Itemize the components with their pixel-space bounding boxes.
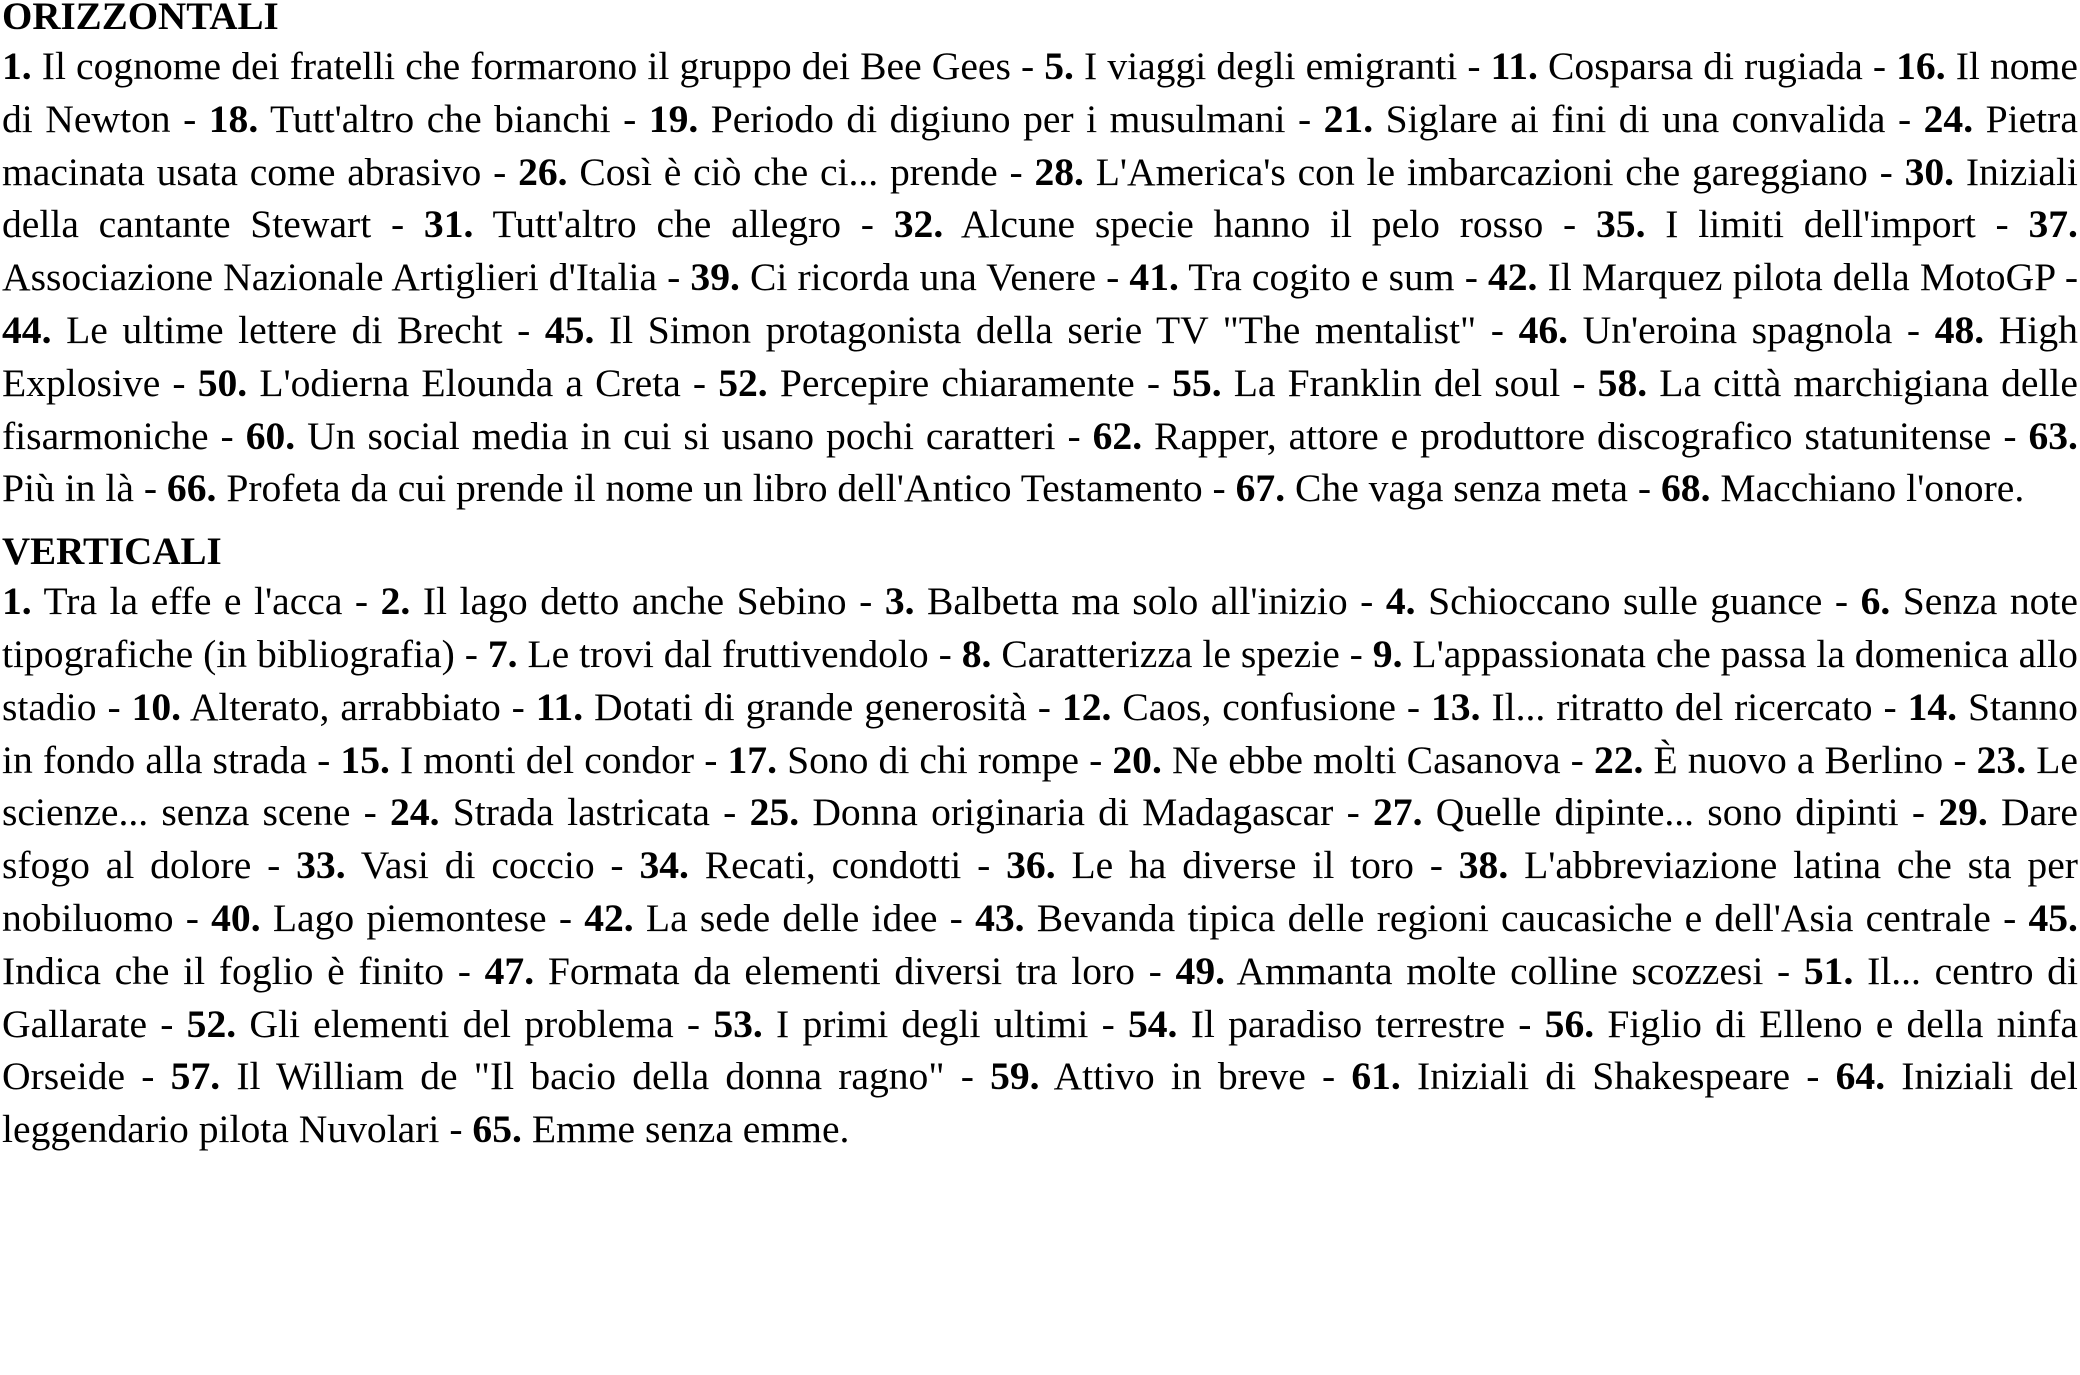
clue-text: Strada lastricata	[452, 790, 710, 835]
clue-item	[894, 202, 1544, 246]
clue-item	[1128, 1002, 1505, 1046]
clue-item	[1661, 466, 2024, 510]
clue-number: 65.	[472, 1107, 522, 1152]
clue-item	[209, 97, 611, 141]
clue-item	[246, 414, 1056, 458]
clue-text: Il Marquez pilota della MotoGP	[1547, 255, 2055, 300]
clue-item	[639, 843, 961, 887]
clue-item	[727, 738, 1079, 782]
verticali-clues: 1. Tra la effe e l'acca - 2. Il lago detto anche Sebino - 3. Balbetta ma solo all'inizio - 4. Schioccano sulle guance - 6. Senza note tipografiche (in bibliografia) - 7. Le trovi dal fruttivendolo - 8. Caratterizza le spezie - 9. L'appassionata che passa la domenica allo stadio - 10. Alterato, arrabbiato - 11. Dotati di grande generosità - 12. Caos, confusione - 13. Il... ritratto del ricercato - 14. Stanno in fondo alla strada - 15. I monti del condor - 17. Sono di chi rompe - 20. Ne ebbe molti Casanova - 22. È nuovo a Berlino - 23. Le scienze... senza scene - 24. Strada lastricata - 25. Donna originaria di Madagascar - 27. Quelle dipinte... sono dipinti - 29. Dare sfogo al dolore - 33. Vasi di coccio - 34. Recati, condotti - 36. Le ha diverse il toro - 38. L'abbreviazione latina che sta per nobiluomo - 40. Lago piemontese - 42. La sede delle idee - 43. Bevanda tipica delle regioni caucasiche e dell'Asia centrale - 45. Indica che il foglio è finito - 47. Formata da elementi diversi tra loro - 49. Ammanta molte colline scozzesi - 51. Il... centro di Gallarate - 52. Gli elementi del problema - 53. I primi degli ultimi - 54. Il paradiso terrestre - 56. Figlio di Elleno e della ninfa Orseide - 57. Il William de "Il bacio della donna ragno" - 59. Attivo in breve - 61. Iniziali di Shakespeare - 64. Iniziali del leggendario pilota Nuvolari - 65. Emme senza emme.	[2, 579, 2078, 1152]
clue-text: Formata da elementi diversi tra loro	[547, 948, 1135, 993]
clue-text: Iniziali di Shakespeare	[1417, 1054, 1791, 1099]
clue-number: 47.	[484, 948, 535, 993]
clue-text: Recati, condotti	[704, 843, 962, 888]
clue-number: 48.	[1934, 307, 1985, 352]
clue-number: 16.	[1896, 44, 1946, 88]
clue-text: Schioccano sulle guance	[1428, 579, 1823, 624]
clue-number: 44.	[2, 307, 52, 352]
clue-number: 46.	[1518, 307, 1569, 352]
clue-number: 13.	[1431, 684, 1481, 729]
clue-text: Iniziali del leggendario pilota Nuvolari	[2, 1054, 2078, 1152]
clue-text: Siglare ai fini di una convalida	[1385, 96, 1886, 141]
clue-number: 5.	[1044, 44, 1074, 88]
clue-text: Così è ciò che ci... prende	[579, 149, 998, 194]
clue-item	[485, 949, 1135, 993]
clue-item	[187, 1002, 674, 1046]
clue-number: 20.	[1112, 737, 1162, 782]
clue-text: Sono di chi rompe	[787, 737, 1079, 782]
clue-number: 3.	[884, 579, 915, 624]
clue-number: 30.	[1904, 149, 1955, 194]
clue-number: 8.	[961, 631, 992, 676]
clue-number: 56.	[1544, 1001, 1595, 1046]
clue-text: Bevanda tipica delle regioni caucasiche e dell'Asia centrale	[1036, 895, 1991, 940]
clue-number: 33.	[296, 843, 346, 888]
clue-text: È nuovo a Berlino	[1653, 737, 1944, 782]
clue-item	[340, 738, 694, 782]
clue-item	[975, 896, 1991, 940]
clue-text: Il cognome dei fratelli che formarono il gruppo dei Bee Gees	[41, 44, 1011, 88]
clue-text: Le ha diverse il toro	[1071, 843, 1414, 888]
clue-number: 67.	[1235, 466, 1286, 511]
clue-text: Le ultime lettere di Brecht	[66, 307, 503, 352]
clue-item	[381, 579, 847, 623]
clue-text: Iniziali della cantante Stewart	[2, 149, 2078, 247]
clue-item	[1129, 255, 1454, 299]
clue-text: Il William de "Il bacio della donna ragno"	[236, 1054, 945, 1099]
clue-number: 17.	[727, 737, 777, 782]
clue-number: 52.	[718, 360, 768, 405]
clue-text: Più in là	[2, 466, 134, 511]
clue-number: 23.	[1976, 737, 2027, 782]
clue-item	[536, 685, 1027, 729]
clue-number: 1.	[2, 44, 32, 88]
clue-number: 60.	[245, 413, 296, 458]
clue-item	[1093, 414, 1992, 458]
clue-number: 45.	[2028, 895, 2078, 940]
clue-text: Tra la effe e l'acca	[43, 579, 343, 624]
clue-number: 26.	[518, 149, 568, 194]
clue-item	[962, 632, 1340, 676]
clue-number: 32.	[893, 202, 944, 247]
orizzontali-title: ORIZZONTALI	[2, 0, 279, 38]
clue-item	[132, 685, 501, 729]
clue-text: Il lago detto anche Sebino	[422, 579, 847, 624]
clue-text: Stanno in fondo alla strada	[2, 684, 2078, 782]
verticali-title: VERTICALI	[2, 530, 222, 574]
clue-text: Tutt'altro che bianchi	[270, 96, 611, 141]
clue-text: Caos, confusione	[1122, 684, 1396, 729]
clue-number: 12.	[1061, 684, 1112, 729]
clue-number: 42.	[1487, 255, 1538, 300]
clue-text: Lago piemontese	[272, 895, 547, 940]
clue-text: Rapper, attore e produttore discografico statunitense	[1154, 413, 1992, 458]
clue-number: 52.	[186, 1001, 237, 1046]
clue-item	[990, 1054, 1306, 1098]
clue-item	[211, 896, 546, 940]
clue-item	[1172, 361, 1560, 405]
clue-number: 36.	[1006, 843, 1056, 888]
clue-text: Tutt'altro che allegro	[492, 202, 842, 247]
clue-item	[390, 790, 710, 834]
clue-item	[750, 790, 1334, 834]
clue-number: 27.	[1373, 790, 1423, 835]
clue-number: 54.	[1127, 1001, 1178, 1046]
clue-text: Alterato, arrabbiato	[189, 684, 501, 729]
clue-text: Cosparsa di rugiada	[1548, 44, 1863, 88]
clue-text: Pietra macinata usata come abrasivo	[2, 96, 2078, 194]
clue-text: Il nome di Newton	[2, 44, 2078, 141]
clue-item	[1062, 685, 1396, 729]
clue-text: Un'eroina spagnola	[1582, 307, 1893, 352]
clue-item	[296, 843, 594, 887]
clue-number: 29.	[1938, 790, 1988, 835]
clue-item	[1351, 1054, 1790, 1098]
clue-text: Vasi di coccio	[360, 843, 595, 888]
clue-number: 49.	[1175, 948, 1226, 993]
clue-number: 14.	[1907, 684, 1958, 729]
clue-item	[2, 308, 502, 352]
clue-item	[1386, 579, 1823, 623]
clue-number: 63.	[2028, 413, 2078, 458]
clue-number: 66.	[166, 466, 217, 511]
clue-text: Ammanta molte colline scozzesi	[1236, 948, 1764, 993]
clue-number: 37.	[2028, 202, 2078, 247]
clue-text: Indica che il foglio è finito	[2, 948, 445, 993]
clue-item	[2, 579, 342, 623]
crossword-clues-page	[2, 0, 2078, 1156]
clue-number: 31.	[423, 202, 474, 247]
clue-item	[718, 361, 1135, 405]
clue-number: 6.	[1860, 579, 1891, 624]
clue-text: Ne ebbe molti Casanova	[1171, 737, 1561, 782]
clue-number: 9.	[1372, 631, 1403, 676]
clue-text: L'appassionata che passa la domenica allo stadio	[2, 631, 2078, 729]
clue-number: 1.	[2, 579, 32, 624]
clue-number: 25.	[749, 790, 800, 835]
clue-number: 7.	[487, 631, 518, 676]
clue-number: 18.	[208, 96, 259, 141]
clue-item	[1044, 44, 1457, 88]
clue-number: 39.	[690, 255, 740, 300]
clue-number: 53.	[713, 1001, 763, 1046]
clue-number: 61.	[1351, 1054, 1401, 1099]
clue-item	[545, 308, 1476, 352]
clue-item	[1236, 466, 1628, 510]
clue-number: 45.	[544, 307, 595, 352]
clue-number: 55.	[1172, 360, 1222, 405]
clue-item	[649, 97, 1286, 141]
clue-item	[584, 896, 937, 940]
clue-item	[518, 150, 998, 194]
clue-number: 50.	[197, 360, 248, 405]
orizzontali-clues: 1. Il cognome dei fratelli che formarono il gruppo dei Bee Gees - 5. I viaggi degli emigranti - 11. Cosparsa di rugiada - 16. Il nome di Newton - 18. Tutt'altro che bianchi - 19. Periodo di digiuno per i musulmani - 21. Siglare ai fini di una convalida - 24. Pietra macinata usata come abrasivo - 26. Così è ciò che ci... prende - 28. L'America's con le imbarcazioni che gareggiano - 30. Iniziali della cantante Stewart - 31. Tutt'altro che allegro - 32. Alcune specie hanno il pelo rosso - 35. I limiti dell'import - 37. Associazione Nazionale Artiglieri d'Italia - 39. Ci ricorda una Venere - 41. Tra cogito e sum - 42. Il Marquez pilota della MotoGP - 44. Le ultime lettere di Brecht - 45. Il Simon protagonista della serie TV "The mentalist" - 46. Un'eroina spagnola - 48. High Explosive - 50. L'odierna Elounda a Creta - 52. Percepire chiaramente - 55. La Franklin del soul - 58. La città marchigiana delle fisarmoniche - 60. Un social media in cui si usano pochi caratteri - 62. Rapper, attore e produttore discografico statunitense - 63. Più in là - 66. Profeta da cui prende il nome un libro dell'Antico Testamento - 67. Che vaga senza meta - 68. Macchiano l'onore.	[2, 44, 2078, 511]
clue-text: Dare sfogo al dolore	[2, 790, 2078, 888]
clue-text: Dotati di grande generosità	[594, 684, 1027, 729]
clue-number: 57.	[170, 1054, 221, 1099]
clue-item	[885, 579, 1348, 623]
clue-text: La città marchigiana delle fisarmoniche	[2, 360, 2078, 458]
clue-number: 35.	[1595, 202, 1646, 247]
clue-text: Percepire chiaramente	[779, 360, 1135, 405]
clue-number: 43.	[975, 895, 1025, 940]
clue-item	[1488, 255, 2055, 299]
clue-number: 41.	[1129, 255, 1179, 300]
clue-item	[1034, 150, 1867, 194]
clue-number: 64.	[1835, 1054, 1886, 1099]
clue-text: Balbetta ma solo all'inizio	[927, 579, 1348, 624]
clue-text: Un social media in cui si usano pochi caratteri	[307, 413, 1056, 458]
clue-text: Il... centro di Gallarate	[2, 948, 2078, 1046]
clue-item	[472, 1107, 849, 1151]
clue-number: 40.	[211, 895, 261, 940]
clue-text: Il Simon protagonista della serie TV "The mentalist"	[608, 307, 1477, 352]
clue-text: Il paradiso terrestre	[1190, 1001, 1506, 1046]
clue-text: Figlio di Elleno e della ninfa Orseide	[2, 1001, 2078, 1099]
clue-number: 42.	[584, 895, 634, 940]
clue-text: Il... ritratto del ricercato	[1491, 684, 1873, 729]
clue-text: Quelle dipinte... sono dipinti	[1435, 790, 1899, 835]
clue-text: Attivo in breve	[1053, 1054, 1306, 1099]
clue-text: Emme senza emme.	[531, 1107, 850, 1152]
clue-text: I limiti dell'import	[1665, 202, 1976, 247]
clue-text: Le trovi dal fruttivendolo	[527, 631, 929, 676]
clue-text: Donna originaria di Madagascar	[812, 790, 1334, 835]
clue-number: 68.	[1660, 466, 1711, 511]
clue-number: 58.	[1597, 360, 1648, 405]
clue-text: L'odierna Elounda a Creta	[259, 360, 681, 405]
clue-text: Periodo di digiuno per i musulmani	[710, 96, 1286, 141]
clue-number: 21.	[1323, 96, 1374, 141]
clue-item	[713, 1002, 1088, 1046]
clue-text: I monti del condor	[400, 737, 695, 782]
clue-text: Associazione Nazionale Artiglieri d'Italia	[2, 255, 658, 300]
clue-number: 59.	[990, 1054, 1040, 1099]
clue-number: 22.	[1593, 737, 1644, 782]
clue-number: 11.	[1490, 44, 1538, 88]
clue-item	[1594, 738, 1943, 782]
clue-text: Caratterizza le spezie	[1001, 631, 1340, 676]
clue-number: 2.	[380, 579, 411, 624]
clue-text: I viaggi degli emigranti	[1084, 44, 1458, 88]
clue-item	[1373, 790, 1899, 834]
clue-item	[1596, 202, 1976, 246]
clue-item	[171, 1054, 945, 1098]
clue-item	[1176, 949, 1764, 993]
clue-number: 24.	[390, 790, 440, 835]
clue-item	[1491, 44, 1863, 88]
clue-text: Macchiano l'onore.	[1720, 466, 2025, 511]
clue-text: L'abbreviazione latina che sta per nobiluomo	[2, 843, 2078, 940]
clue-text: I primi degli ultimi	[776, 1001, 1089, 1046]
clue-text: Tra cogito e sum	[1188, 255, 1455, 300]
clue-text: Senza note tipografiche (in bibliografia)	[2, 579, 2078, 676]
clue-number: 19.	[648, 96, 699, 141]
clue-item	[488, 632, 929, 676]
clue-text: High Explosive	[2, 307, 2078, 405]
clue-item	[1431, 685, 1873, 729]
clue-text: L'America's con le imbarcazioni che gareggiano	[1095, 149, 1868, 194]
clue-number: 24.	[1923, 96, 1974, 141]
clue-number: 34.	[639, 843, 689, 888]
clue-item	[167, 466, 1203, 510]
clue-number: 11.	[535, 684, 584, 729]
clue-text: Ci ricorda una Venere	[750, 255, 1097, 300]
clue-number: 15.	[340, 737, 390, 782]
clue-number: 28.	[1034, 149, 1084, 194]
clue-number: 51.	[1803, 948, 1854, 993]
clue-text: La Franklin del soul	[1233, 360, 1561, 405]
clue-text: Che vaga senza meta	[1295, 466, 1628, 511]
clue-item	[1324, 97, 1886, 141]
clue-item	[1112, 738, 1560, 782]
clue-item	[424, 202, 841, 246]
clue-item	[1006, 843, 1414, 887]
clue-item	[1519, 308, 1893, 352]
clue-item	[198, 361, 681, 405]
clue-number: 38.	[1458, 843, 1509, 888]
clue-text: La sede delle idee	[645, 895, 938, 940]
clue-text: Gli elementi del problema	[249, 1001, 674, 1046]
clue-number: 10.	[131, 684, 182, 729]
clue-item	[2, 44, 1011, 88]
clue-item	[690, 255, 1096, 299]
clue-text: Le scienze... senza scene	[2, 737, 2078, 835]
clue-text: Profeta da cui prende il nome un libro dell'Antico Testamento	[226, 466, 1203, 511]
clue-number: 62.	[1092, 413, 1143, 458]
clue-number: 4.	[1385, 579, 1416, 624]
clue-text: Alcune specie hanno il pelo rosso	[960, 202, 1544, 247]
